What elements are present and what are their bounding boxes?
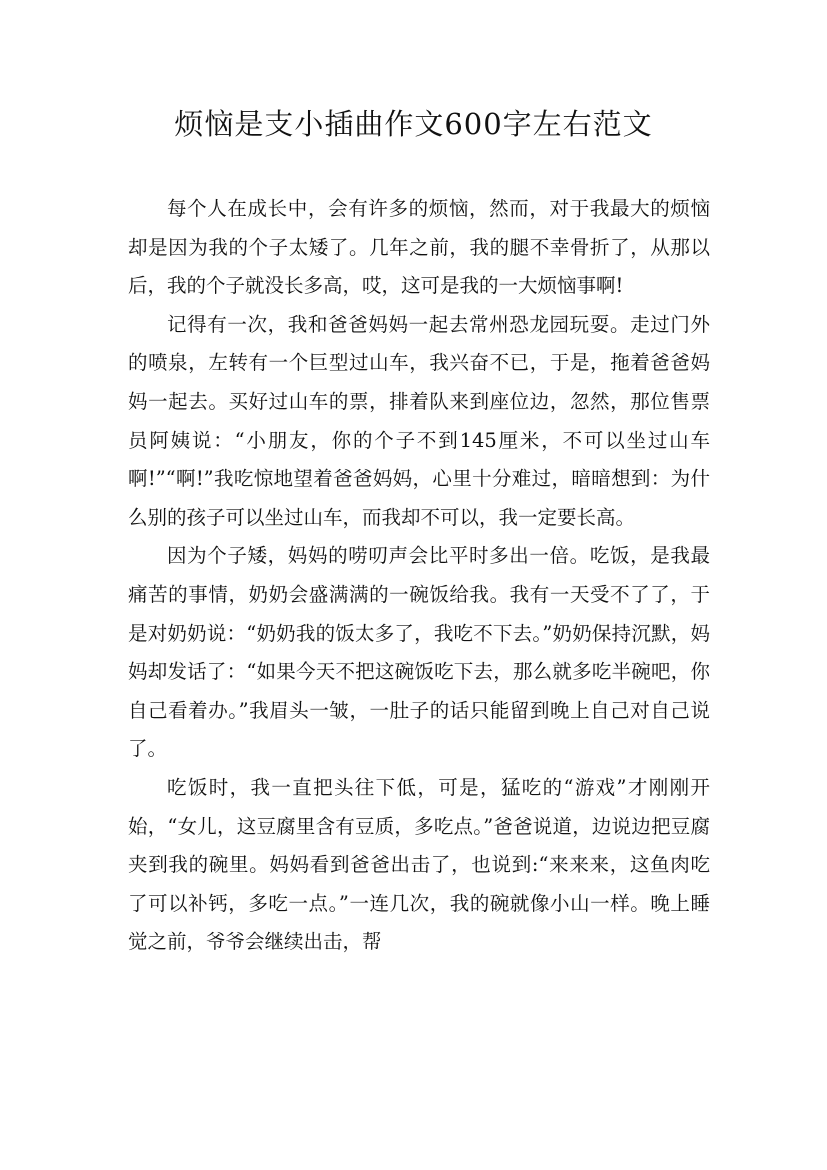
paragraph-2: 记得有一次，我和爸爸妈妈一起去常州恐龙园玩耍。走过门外的喷泉，左转有一个巨型过山车，我兴奋不已，于是，拖着爸爸妈妈一起去。买好过山车的票，排着队来到座位边，忽然，那位售票员阿姨说：“小朋友，你的个子不到145厘米，不可以坐过山车啊!”“啊!”我吃惊地望着爸爸妈妈，心里十分难过，暗暗想到：为什么别的孩子可以坐过山车，而我却不可以，我一定要长高。: [128, 312, 710, 529]
document-title: 烦恼是支小插曲作文600字左右范文: [174, 107, 653, 141]
document-body: [128, 190, 710, 962]
paragraph-4: 吃饭时，我一直把头往下低，可是，猛吃的“游戏”才刚刚开始，“女儿，这豆腐里含有豆质，多吃点。”爸爸说道，边说边把豆腐夹到我的碗里。妈妈看到爸爸出击了，也说到:“来来来，这鱼肉吃了可以补钙，多吃一点。”一连几次，我的碗就像小山一样。晚上睡觉之前，爷爷会继续出击，帮: [128, 775, 710, 954]
paragraph-3: 因为个子矮，妈妈的唠叨声会比平时多出一倍。吃饭，是我最痛苦的事情，奶奶会盛满满的一碗饭给我。我有一天受不了了，于是对奶奶说：“奶奶我的饭太多了，我吃不下去。”奶奶保持沉默，妈妈却发话了：“如果今天不把这碗饭吃下去，那么就多吃半碗吧，你自己看着办。”我眉头一皱，一肚子的话只能留到晚上自己对自己说了。: [128, 544, 710, 761]
paragraph-1: 每个人在成长中，会有许多的烦恼，然而，对于我最大的烦恼却是因为我的个子太矮了。几年之前，我的腿不幸骨折了，从那以后，我的个子就没长多高，哎，这可是我的一大烦恼事啊!: [128, 197, 710, 298]
